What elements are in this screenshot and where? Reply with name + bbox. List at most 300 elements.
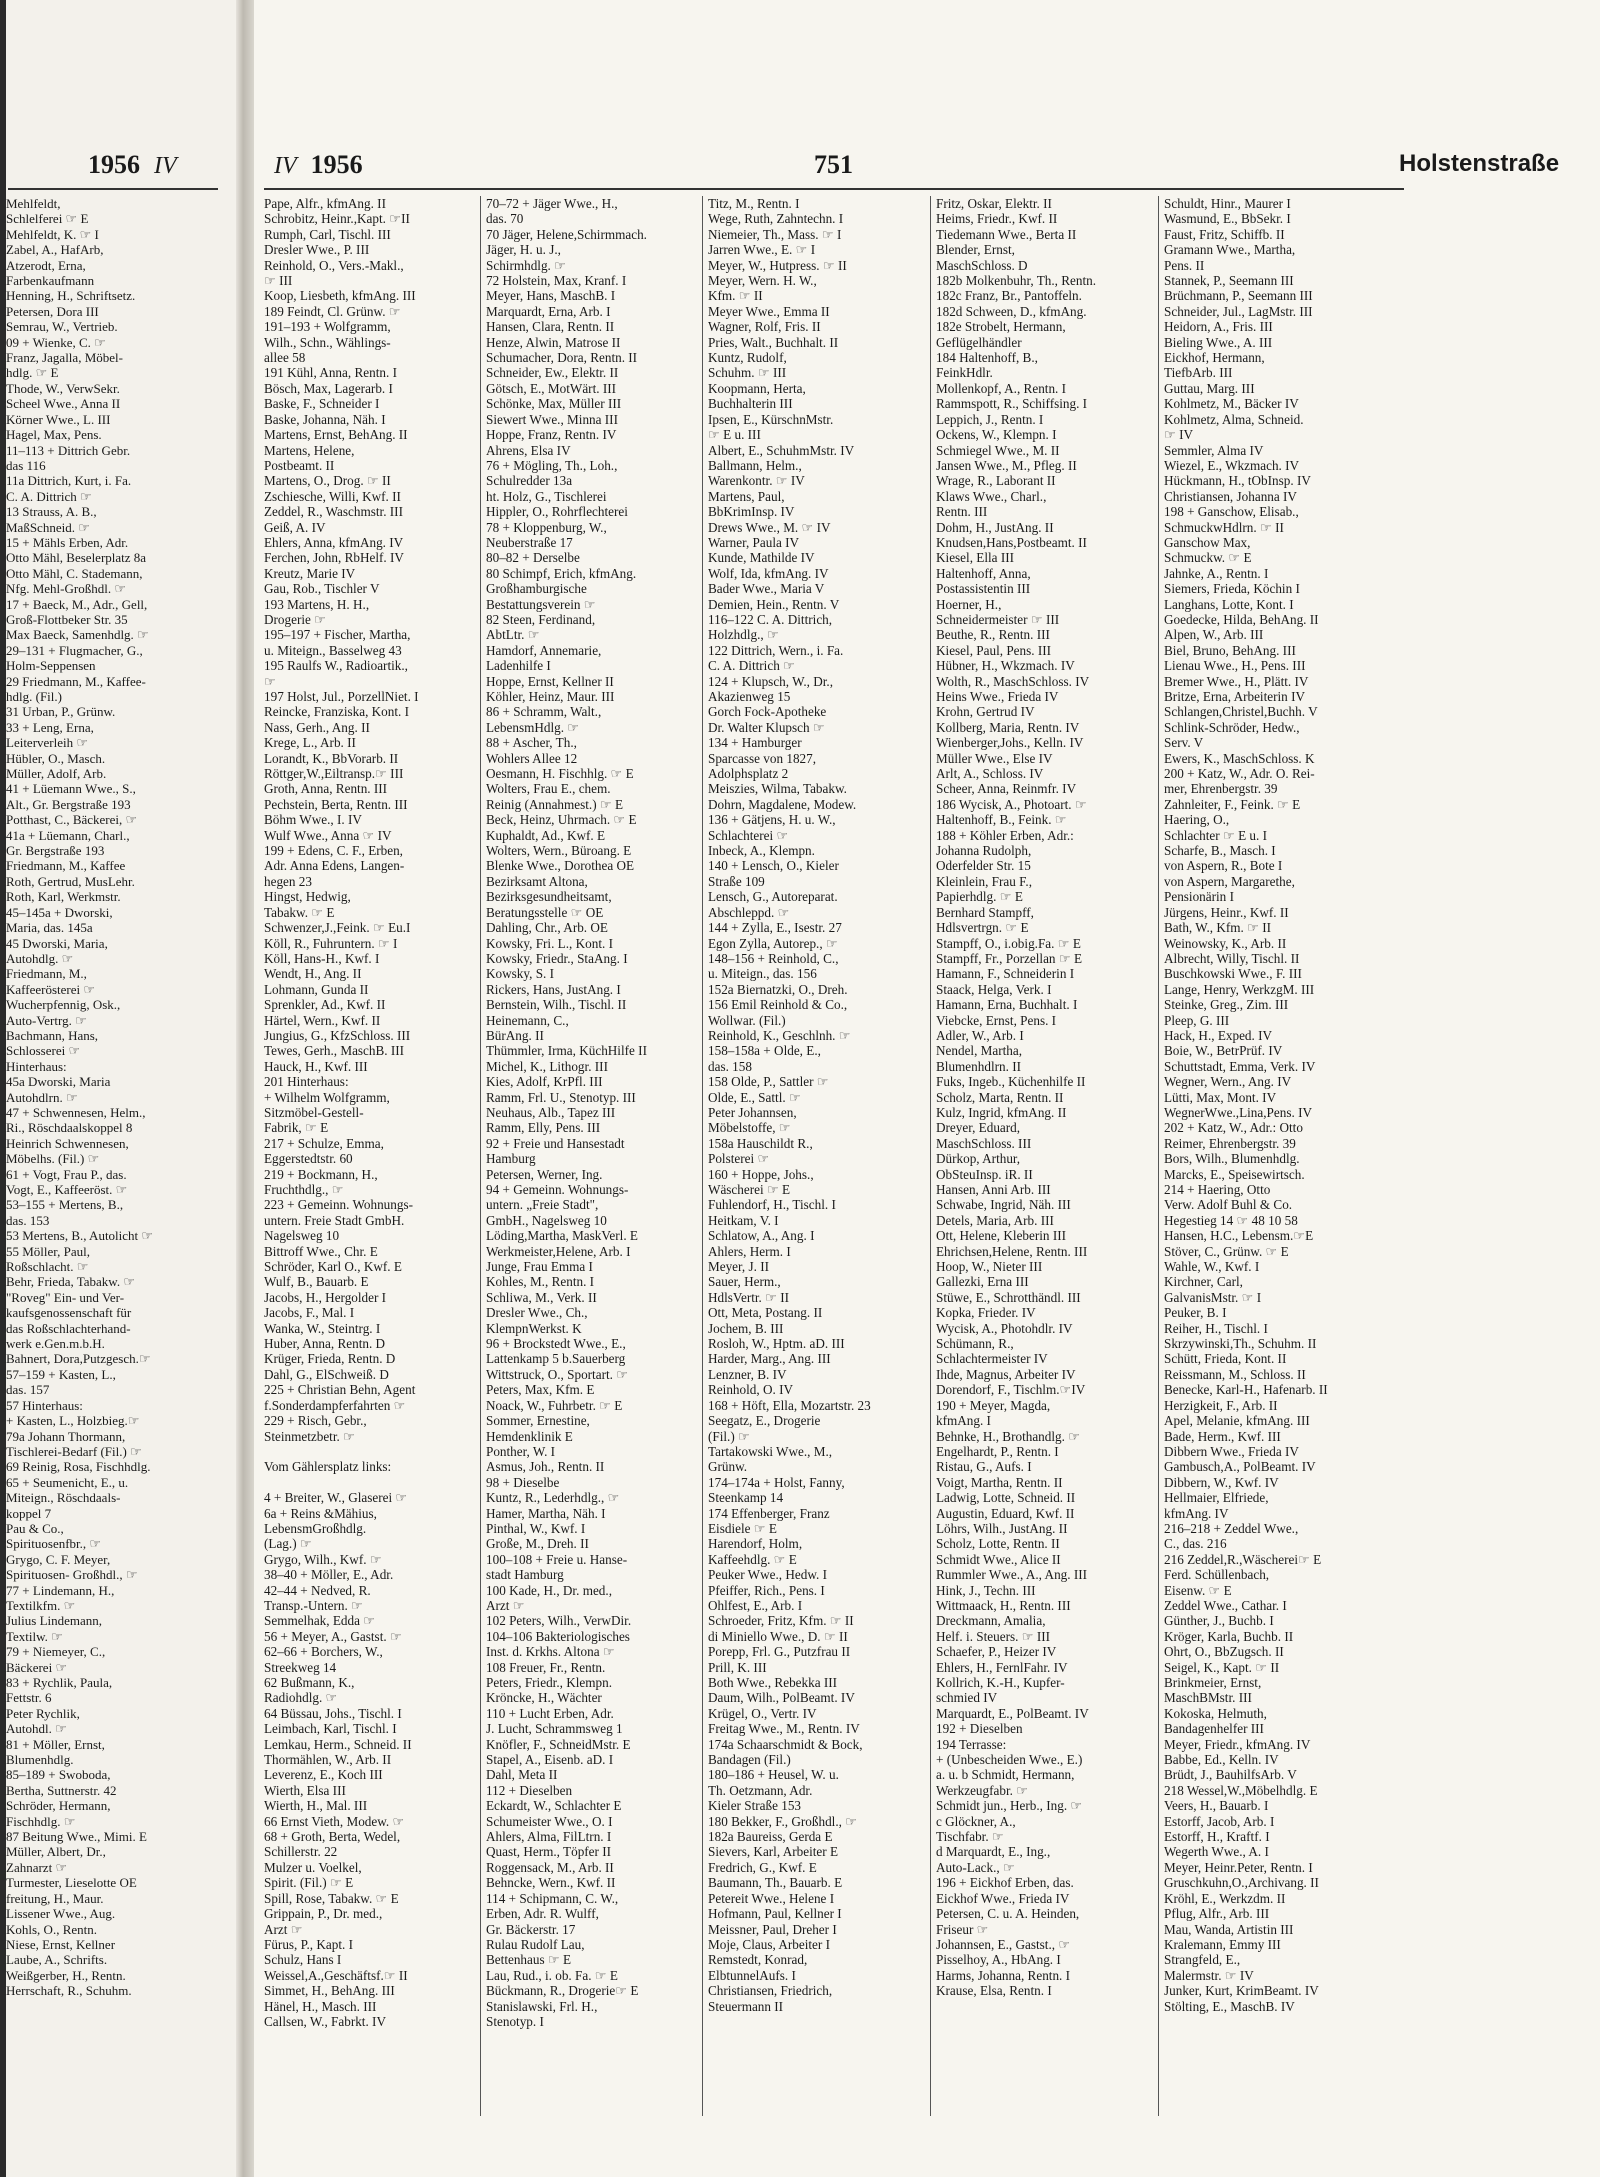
directory-entry: Veers, H., Bauarb. I bbox=[1164, 1798, 1269, 1814]
directory-entry: Stüwe, E., Schrotthändl. III bbox=[936, 1289, 1081, 1305]
directory-entry: Mollenkopf, A., Rentn. I bbox=[936, 380, 1067, 396]
directory-entry: Eggerstedtstr. 60 bbox=[264, 1151, 353, 1167]
directory-entry: a. u. b Schmidt, Hermann, bbox=[936, 1767, 1075, 1783]
directory-entry: Babbe, Ed., Kelln. IV bbox=[1164, 1752, 1279, 1768]
directory-entry: das. 158 bbox=[708, 1058, 752, 1074]
directory-entry: 180–186 + Heusel, W. u. bbox=[708, 1767, 839, 1783]
directory-entry: Hoppe, Ernst, Kellner II bbox=[486, 673, 614, 689]
directory-entry: Wittstruck, O., Sportart. ☞ bbox=[486, 1366, 629, 1382]
directory-entry: Callsen, W., Fabrkt. IV bbox=[264, 2013, 386, 2029]
directory-entry: Meiszies, Wilma, Tabakw. bbox=[708, 781, 847, 797]
left-header-year: 1956 bbox=[88, 150, 140, 179]
directory-entry: BürAng. II bbox=[486, 1027, 544, 1043]
directory-entry: Thümmler, Irma, KüchHilfe II bbox=[486, 1043, 647, 1059]
directory-entry: Schumacher, Dora, Rentn. II bbox=[486, 350, 638, 366]
directory-column-1 bbox=[264, 196, 476, 2146]
directory-entry: Stöver, C., Grünw. ☞ E bbox=[1164, 1243, 1289, 1259]
directory-entry: + (Unbescheiden Wwe., E.) bbox=[936, 1752, 1083, 1768]
directory-entry: Kohls, O., Rentn. bbox=[6, 1921, 97, 1937]
directory-entry: Spirit. (Fil.) ☞ E bbox=[264, 1875, 354, 1891]
directory-entry: Vom Gählersplatz links: bbox=[264, 1459, 392, 1475]
directory-entry: Inbeck, A., Klempn. bbox=[708, 843, 815, 859]
directory-entry: Fürus, P., Kapt. I bbox=[264, 1936, 354, 1952]
directory-entry: 86 + Schramm, Walt., bbox=[486, 704, 602, 720]
directory-entry: Scheel Wwe., Anna II bbox=[6, 396, 121, 412]
directory-entry: Apel, Melanie, kfmAng. III bbox=[1164, 1413, 1310, 1429]
directory-entry: 158 Olde, P., Sattler ☞ bbox=[708, 1074, 829, 1090]
directory-entry: Jansen Wwe., M., Pfleg. II bbox=[936, 457, 1077, 473]
directory-column-5 bbox=[1164, 196, 1390, 2146]
directory-entry: von Aspern, R., Bote I bbox=[1164, 858, 1283, 874]
directory-entry: Petersen, C. u. A. Heinden, bbox=[936, 1906, 1080, 1922]
directory-entry: 11–113 + Dittrich Gebr. bbox=[6, 442, 131, 458]
directory-entry: 182c Franz, Br., Pantoffeln. bbox=[936, 288, 1082, 304]
directory-entry: Hofmann, Paul, Kellner I bbox=[708, 1906, 842, 1922]
directory-entry: Eickhof Wwe., Frieda IV bbox=[936, 1890, 1070, 1906]
directory-entry: ☞ E u. III bbox=[708, 427, 761, 443]
directory-entry: Estorff, H., Kraftf. I bbox=[1164, 1829, 1270, 1845]
directory-entry: Ott, Helene, Kleberin III bbox=[936, 1228, 1066, 1244]
directory-entry: 29–131 + Flugmacher, G., bbox=[6, 642, 143, 658]
directory-entry: Krügel, O., Vertr. IV bbox=[708, 1705, 817, 1721]
directory-entry: Transp.-Untern. ☞ bbox=[264, 1597, 363, 1613]
directory-entry: Härtel, Wern., Kwf. II bbox=[264, 1012, 381, 1028]
directory-entry: Schneider, Ew., Elektr. II bbox=[486, 365, 619, 381]
directory-entry: Heidorn, A., Fris. III bbox=[1164, 319, 1273, 335]
directory-entry: Mulzer u. Voelkel, bbox=[264, 1859, 362, 1875]
directory-entry: Nendel, Martha, bbox=[936, 1043, 1023, 1059]
directory-entry: 92 + Freie und Hansestadt bbox=[486, 1135, 625, 1151]
directory-entry: Gambusch,A., PolBeamt. IV bbox=[1164, 1459, 1316, 1475]
directory-entry: Streekweg 14 bbox=[264, 1659, 337, 1675]
directory-entry: Pflug, Alfr., Arb. III bbox=[1164, 1906, 1270, 1922]
directory-entry: Wolf, Ida, kfmAng. IV bbox=[708, 565, 829, 581]
directory-entry: Ponther, W. I bbox=[486, 1443, 556, 1459]
directory-entry: Wycisk, A., Photohdlr. IV bbox=[936, 1320, 1073, 1336]
directory-entry: MaschSchloss. III bbox=[936, 1135, 1032, 1151]
left-page-column bbox=[6, 196, 228, 2146]
directory-entry: Lenzner, B. IV bbox=[708, 1366, 787, 1382]
directory-entry: Roßschlacht. ☞ bbox=[6, 1259, 89, 1275]
column-divider-3 bbox=[930, 196, 931, 2116]
directory-entry: Christiansen, Johanna IV bbox=[1164, 488, 1297, 504]
directory-entry: Schütt, Frieda, Kont. II bbox=[1164, 1351, 1287, 1367]
directory-column-4 bbox=[936, 196, 1154, 2146]
directory-entry: Kirchner, Carl, bbox=[1164, 1274, 1243, 1290]
directory-entry: 68 + Groth, Berta, Wedel, bbox=[264, 1829, 401, 1845]
directory-entry: 15 + Mähls Erben, Adr. bbox=[6, 534, 129, 550]
directory-entry: Dr. Walter Klupsch ☞ bbox=[708, 719, 825, 735]
directory-entry: Christiansen, Friedrich, bbox=[708, 1983, 833, 1999]
directory-entry: 57 Hinterhaus: bbox=[6, 1397, 83, 1413]
directory-entry: 217 + Schulze, Emma, bbox=[264, 1135, 384, 1151]
directory-entry: 168 + Höft, Ella, Mozartstr. 23 bbox=[708, 1397, 871, 1413]
directory-entry: Schulz, Hans I bbox=[264, 1952, 342, 1968]
directory-entry: Erben, Adr. R. Wulff, bbox=[486, 1906, 599, 1922]
directory-entry: Grippain, P., Dr. med., bbox=[264, 1906, 383, 1922]
directory-entry: Hamann, F., Schneiderin I bbox=[936, 966, 1075, 982]
directory-entry: Meyer, Hans, MaschB. I bbox=[486, 288, 616, 304]
directory-entry: Scheer, Anna, Reinmfr. IV bbox=[936, 781, 1077, 797]
directory-entry: Porepp, Frl. G., Putzfrau II bbox=[708, 1644, 851, 1660]
directory-entry: Kulz, Ingrid, kfmAng. II bbox=[936, 1104, 1067, 1120]
directory-entry: Schmiegel Wwe., M. II bbox=[936, 442, 1060, 458]
directory-entry: Wrage, R., Laborant II bbox=[936, 473, 1056, 489]
directory-entry: Strangfeld, E., bbox=[1164, 1952, 1241, 1968]
directory-entry: Skrzywinski,Th., Schuhm. II bbox=[1164, 1336, 1317, 1352]
directory-entry: Lohmann, Gunda II bbox=[264, 981, 369, 997]
directory-entry: Leppich, J., Rentn. I bbox=[936, 411, 1044, 427]
directory-entry: Kreutz, Marie IV bbox=[264, 565, 356, 581]
directory-entry: Mehlfeldt, bbox=[6, 196, 61, 211]
directory-entry: Hübler, O., Masch. bbox=[6, 750, 106, 766]
directory-entry: Hansen, H.C., Lebensm.☞E bbox=[1164, 1228, 1314, 1244]
directory-entry: Martens, Helene, bbox=[264, 442, 355, 458]
directory-entry: Drogerie ☞ bbox=[264, 611, 326, 627]
directory-entry: Lorandt, K., BbVorarb. II bbox=[264, 750, 399, 766]
directory-entry: Bernhard Stampff, bbox=[936, 904, 1034, 920]
directory-entry: Werkzeugfabr. ☞ bbox=[936, 1782, 1029, 1798]
directory-entry: Papierhdlg. ☞ E bbox=[936, 889, 1023, 905]
directory-entry: Lütti, Max, Mont. IV bbox=[1164, 1089, 1277, 1105]
directory-entry: Schumeister Wwe., O. I bbox=[486, 1813, 613, 1829]
directory-entry: Schlachterei ☞ bbox=[708, 827, 789, 843]
directory-entry: 80–82 + Derselbe bbox=[486, 550, 580, 566]
directory-entry: Semmelhak, Edda ☞ bbox=[264, 1613, 376, 1629]
directory-entry: Ganschow Max, bbox=[1164, 534, 1251, 550]
directory-entry: Jacobs, H., Hergolder I bbox=[264, 1289, 387, 1305]
directory-entry: Adr. Anna Edens, Langen- bbox=[264, 858, 405, 874]
directory-entry: kaufsgenossenschaft für bbox=[6, 1305, 132, 1321]
directory-entry: Steuermann II bbox=[708, 1998, 784, 2014]
directory-entry: Bestattungsverein ☞ bbox=[486, 596, 596, 612]
directory-entry: Kunde, Mathilde IV bbox=[708, 550, 815, 566]
directory-entry: Behncke, Wern., Kwf. II bbox=[486, 1875, 616, 1891]
directory-entry: Ferd. Schüllenbach, bbox=[1164, 1567, 1270, 1583]
directory-entry: Heinemann, C., bbox=[486, 1012, 569, 1028]
directory-entry: Sprenkler, Ad., Kwf. II bbox=[264, 997, 386, 1013]
directory-entry: Polsterei ☞ bbox=[708, 1151, 770, 1167]
directory-entry: Wulf, B., Bauarb. E bbox=[264, 1274, 369, 1290]
directory-entry: Friseur ☞ bbox=[936, 1921, 989, 1937]
directory-entry: Dohrn, Magdalene, Modew. bbox=[708, 796, 857, 812]
directory-entry: Demien, Hein., Rentn. V bbox=[708, 596, 840, 612]
directory-entry: Brüdt, J., BauhilfsArb. V bbox=[1164, 1767, 1297, 1783]
directory-entry: Rentn. III bbox=[936, 504, 988, 520]
directory-entry: Dohm, H., JustAng. II bbox=[936, 519, 1054, 535]
directory-entry: Buchhalterin III bbox=[708, 396, 793, 412]
directory-entry: Köll, Hans-H., Kwf. I bbox=[264, 950, 380, 966]
directory-entry: Kowsky, S. I bbox=[486, 966, 555, 982]
directory-entry: Benecke, Karl-H., Hafenarb. II bbox=[1164, 1382, 1328, 1398]
directory-entry: Lau, Rud., i. ob. Fa. ☞ E bbox=[486, 1967, 618, 1983]
directory-entry: Bückmann, R., Drogerie☞ E bbox=[486, 1983, 639, 1999]
directory-entry: Martens, O., Drog. ☞ II bbox=[264, 473, 391, 489]
directory-entry: Knudsen,Hans,Postbeamt. II bbox=[936, 534, 1087, 550]
directory-entry: Pau & Co., bbox=[6, 1520, 64, 1536]
directory-entry: Hänel, H., Masch. III bbox=[264, 1998, 377, 2014]
directory-entry: stadt Hamburg bbox=[486, 1567, 564, 1583]
directory-entry: Wege, Ruth, Zahntechn. I bbox=[708, 211, 844, 227]
directory-entry: Schliwa, M., Verk. II bbox=[486, 1289, 597, 1305]
directory-entry: Steinmetzbetr. ☞ bbox=[264, 1428, 355, 1444]
directory-entry: Wegerth Wwe., A. I bbox=[1164, 1844, 1269, 1860]
directory-entry: Goedecke, Hilda, BehAng. II bbox=[1164, 611, 1319, 627]
directory-entry: Wahle, W., Kwf. I bbox=[1164, 1259, 1260, 1275]
directory-entry: Ockens, W., Klempn. I bbox=[936, 427, 1057, 443]
directory-entry: 81 + Möller, Ernst, bbox=[6, 1736, 105, 1752]
directory-entry: Beck, Heinz, Uhrmach. ☞ E bbox=[486, 812, 637, 828]
directory-entry: Farbenkaufmann bbox=[6, 273, 95, 289]
directory-entry: Kaffeerösterei ☞ bbox=[6, 981, 96, 997]
directory-entry: di Miniello Wwe., D. ☞ II bbox=[708, 1628, 848, 1644]
directory-entry: 45–145a + Dworski, bbox=[6, 904, 113, 920]
directory-entry: Stannek, P., Seemann III bbox=[1164, 273, 1294, 289]
directory-entry: 82 Steen, Ferdinand, bbox=[486, 611, 596, 627]
directory-entry: Ehlers, H., FernlFahr. IV bbox=[936, 1659, 1068, 1675]
directory-entry: Ramm, Elly, Pens. III bbox=[486, 1120, 601, 1136]
directory-entry: Krause, Elsa, Rentn. I bbox=[936, 1983, 1052, 1999]
directory-entry: 174–174a + Holst, Fanny, bbox=[708, 1474, 845, 1490]
directory-entry: Arzt ☞ bbox=[264, 1921, 303, 1937]
directory-entry: Albrecht, Willy, Tischl. II bbox=[1164, 950, 1300, 966]
directory-entry: Bezirksgesundheitsamt, bbox=[486, 889, 612, 905]
directory-entry: Bettenhaus ☞ E bbox=[486, 1952, 572, 1968]
directory-entry: Gau, Rob., Tischler V bbox=[264, 581, 380, 597]
right-page-header-left bbox=[274, 150, 363, 180]
book-gutter bbox=[236, 0, 254, 2177]
directory-entry: BbKrimInsp. IV bbox=[708, 504, 795, 520]
directory-entry: Marcks, E., Speisewirtsch. bbox=[1164, 1166, 1305, 1182]
directory-entry: Gorch Fock-Apotheke bbox=[708, 704, 827, 720]
directory-entry: 124 + Klupsch, W., Dr., bbox=[708, 673, 834, 689]
directory-entry: KlempnWerkst. K bbox=[486, 1320, 582, 1336]
directory-entry: LebensmGroßhdlg. bbox=[264, 1520, 367, 1536]
directory-entry: Dahl, G., ElSchweiß. D bbox=[264, 1366, 389, 1382]
directory-entry: Tartakowski Wwe., M., bbox=[708, 1443, 833, 1459]
directory-entry: Schlachter ☞ E u. I bbox=[1164, 827, 1268, 843]
directory-entry: Scholz, Marta, Rentn. II bbox=[936, 1089, 1064, 1105]
directory-entry: Ferchen, John, RbHelf. IV bbox=[264, 550, 404, 566]
directory-entry: Bath, W., Kfm. ☞ II bbox=[1164, 920, 1272, 936]
directory-entry: Heims, Friedr., Kwf. II bbox=[936, 211, 1058, 227]
directory-entry: Schneider, Jul., LagMstr. III bbox=[1164, 303, 1313, 319]
directory-entry: Bader Wwe., Maria V bbox=[708, 581, 825, 597]
directory-entry: Boie, W., BetrPrüf. IV bbox=[1164, 1043, 1283, 1059]
directory-entry: Baumann, Th., Bauarb. E bbox=[708, 1875, 843, 1891]
directory-entry: 88 + Ascher, Th., bbox=[486, 735, 577, 751]
directory-entry: Semmler, Alma IV bbox=[1164, 442, 1264, 458]
directory-entry: Köll, R., Fuhruntern. ☞ I bbox=[264, 935, 398, 951]
directory-entry: 31 Urban, P., Grünw. bbox=[6, 704, 116, 720]
directory-entry: Reinhold, O. IV bbox=[708, 1382, 793, 1398]
directory-entry: ht. Holz, G., Tischlerei bbox=[486, 488, 607, 504]
directory-entry: Textilw. ☞ bbox=[6, 1628, 63, 1644]
directory-entry: 202 + Katz, W., Adr.: Otto bbox=[1164, 1120, 1303, 1136]
directory-entry: Bandagen (Fil.) bbox=[708, 1752, 791, 1768]
directory-entry: 122 Dittrich, Wern., i. Fa. bbox=[708, 642, 844, 658]
directory-entry: Schröder, Hermann, bbox=[6, 1798, 111, 1814]
directory-entry: Löhrs, Wilh., JustAng. II bbox=[936, 1520, 1068, 1536]
column-divider-1 bbox=[480, 196, 481, 2116]
directory-entry: 47 + Schwennesen, Helm., bbox=[6, 1104, 146, 1120]
directory-entry: 110 + Lucht Erben, Adr. bbox=[486, 1705, 614, 1721]
directory-entry: Titz, M., Rentn. I bbox=[708, 196, 800, 211]
directory-entry: Britze, Erna, Arbeiterin IV bbox=[1164, 689, 1305, 704]
directory-entry: Sauer, Herm., bbox=[708, 1274, 781, 1290]
directory-entry: Grygo, C. F. Meyer, bbox=[6, 1551, 111, 1567]
directory-entry: 61 + Vogt, Frau P., das. bbox=[6, 1166, 127, 1182]
directory-entry: 182b Molkenbuhr, Th., Rentn. bbox=[936, 273, 1097, 289]
directory-entry: Both Wwe., Rebekka III bbox=[708, 1675, 838, 1690]
directory-entry: 194 Terrasse: bbox=[936, 1736, 1007, 1752]
directory-entry: GalvanisMstr. ☞ I bbox=[1164, 1289, 1262, 1305]
directory-entry: C. A. Dittrich ☞ bbox=[6, 488, 92, 504]
directory-entry: Kralemann, Emmy III bbox=[1164, 1936, 1281, 1952]
directory-entry: Th. Oetzmann, Adr. bbox=[708, 1782, 813, 1798]
column-divider-4 bbox=[1158, 196, 1159, 2116]
directory-entry: Wolth, R., MaschSchloss. IV bbox=[936, 673, 1090, 689]
directory-entry: Wucherpfennig, Osk., bbox=[6, 997, 121, 1013]
directory-entry: Sievers, Karl, Arbeiter E bbox=[708, 1844, 839, 1860]
directory-entry: Viebcke, Ernst, Pens. I bbox=[936, 1012, 1057, 1028]
directory-entry: 108 Freuer, Fr., Rentn. bbox=[486, 1659, 606, 1675]
directory-entry: Wienberger,Johs., Kelln. IV bbox=[936, 735, 1084, 751]
directory-entry: Behnke, H., Brothandlg. ☞ bbox=[936, 1428, 1081, 1444]
directory-entry: Petereit Wwe., Helene I bbox=[708, 1890, 835, 1906]
directory-entry: Herzigkeit, F., Arb. II bbox=[1164, 1397, 1278, 1413]
directory-entry: Schröder, Karl O., Kwf. E bbox=[264, 1259, 402, 1275]
directory-entry: Köhler, Heinz, Maur. III bbox=[486, 689, 615, 704]
directory-entry: Tewes, Gerh., MaschB. III bbox=[264, 1043, 405, 1059]
directory-entry: 13 Strauss, A. B., bbox=[6, 504, 97, 520]
directory-entry: Junker, Kurt, KrimBeamt. IV bbox=[1164, 1983, 1319, 1999]
directory-entry: Marquardt, E., PolBeamt. IV bbox=[936, 1705, 1089, 1721]
street-name: Holstenstraße bbox=[1399, 150, 1560, 177]
directory-entry: Dahl, Meta II bbox=[486, 1767, 558, 1783]
directory-entry: Rumph, Carl, Tischl. III bbox=[264, 226, 391, 242]
directory-entry: Lattenkamp 5 b.Sauerberg bbox=[486, 1351, 626, 1367]
directory-entry: Hoerner, H., bbox=[936, 596, 1002, 612]
directory-entry: 100–108 + Freie u. Hanse- bbox=[486, 1551, 628, 1567]
directory-entry: 144 + Zylla, E., Isestr. 27 bbox=[708, 920, 842, 936]
directory-entry: 197 Holst, Jul., PorzellNiet. I bbox=[264, 689, 419, 704]
directory-entry: Drews Wwe., M. ☞ IV bbox=[708, 519, 831, 535]
directory-entry: 78 + Kloppenburg, W., bbox=[486, 519, 607, 535]
directory-entry: Schneidermeister ☞ III bbox=[936, 611, 1060, 627]
directory-entry: Estorff, Jacob, Arb. I bbox=[1164, 1813, 1275, 1829]
directory-entry: Oderfelder Str. 15 bbox=[936, 858, 1031, 874]
directory-entry: Beratungsstelle ☞ OE bbox=[486, 904, 604, 920]
directory-entry: Schmuckw. ☞ E bbox=[1164, 550, 1252, 566]
directory-entry: das. 70 bbox=[486, 211, 524, 227]
directory-entry: Noack, W., Fuhrbetr. ☞ E bbox=[486, 1397, 623, 1413]
directory-entry: Löding,Martha, MaskVerl. E bbox=[486, 1228, 638, 1244]
directory-entry: GmbH., Nagelsweg 10 bbox=[486, 1212, 607, 1228]
directory-entry: 96 + Brockstedt Wwe., E., bbox=[486, 1336, 626, 1352]
directory-entry: 182a Baureiss, Gerda E bbox=[708, 1829, 833, 1845]
directory-entry: 191–193 + Wolfgramm, bbox=[264, 319, 391, 335]
directory-entry: Hippler, O., Rohrflechterei bbox=[486, 504, 628, 520]
column-divider-2 bbox=[702, 196, 703, 2116]
directory-entry: Remstedt, Konrad, bbox=[708, 1952, 808, 1968]
directory-entry: 17 + Baeck, M., Adr., Gell, bbox=[6, 596, 148, 612]
directory-entry: Bösch, Max, Lagerarb. I bbox=[264, 380, 393, 396]
directory-entry: 219 + Bockmann, H., bbox=[264, 1166, 378, 1182]
directory-entry: Quast, Herm., Töpfer II bbox=[486, 1844, 611, 1860]
directory-entry: C. A. Dittrich ☞ bbox=[708, 658, 795, 674]
directory-entry: 192 + Dieselben bbox=[936, 1721, 1023, 1737]
directory-entry: Harendorf, Holm, bbox=[708, 1536, 803, 1552]
directory-entry: Hansen, Anni Arb. III bbox=[936, 1182, 1051, 1197]
directory-entry: Hamdorf, Annemarie, bbox=[486, 642, 602, 658]
directory-entry: Peuker Wwe., Hedw. I bbox=[708, 1567, 828, 1583]
directory-entry: d Marquardt, E., Ing., bbox=[936, 1844, 1051, 1860]
directory-entry: Laube, A., Schrifts. bbox=[6, 1952, 108, 1968]
directory-entry: 69 Reinig, Rosa, Fischhdlg. bbox=[6, 1459, 151, 1475]
directory-entry: Ihde, Magnus, Arbeiter IV bbox=[936, 1366, 1076, 1382]
directory-entry: Asmus, Joh., Rentn. II bbox=[486, 1459, 605, 1475]
directory-entry: J. Lucht, Schrammsweg 1 bbox=[486, 1721, 623, 1737]
directory-entry: Schuldt, Hinr., Maurer I bbox=[1164, 196, 1291, 211]
directory-entry: Schlelferei ☞ E bbox=[6, 211, 89, 227]
directory-entry: Kies, Adolf, KrPfl. III bbox=[486, 1074, 603, 1090]
directory-entry: Hegestieg 14 ☞ 48 10 58 bbox=[1164, 1212, 1298, 1228]
directory-entry: 191 Kühl, Anna, Rentn. I bbox=[264, 365, 397, 381]
directory-entry: Freitag Wwe., M., Rentn. IV bbox=[708, 1721, 860, 1737]
directory-entry: werk e.Gen.m.b.H. bbox=[6, 1336, 105, 1352]
directory-entry: Arzt ☞ bbox=[486, 1597, 525, 1613]
directory-entry: 174a Schaarschmidt & Bock, bbox=[708, 1736, 863, 1752]
directory-entry: 180 Bekker, F., Großhdl., ☞ bbox=[708, 1813, 858, 1829]
directory-entry: Schwabe, Ingrid, Näh. III bbox=[936, 1197, 1071, 1213]
directory-entry: Harder, Marg., Ang. III bbox=[708, 1351, 831, 1367]
directory-entry: Schlachtermeister IV bbox=[936, 1351, 1048, 1367]
directory-entry: Wohlers Allee 12 bbox=[486, 750, 578, 766]
directory-entry: 11a Dittrich, Kurt, i. Fa. bbox=[6, 473, 132, 489]
directory-entry: Bezirksamt Altona, bbox=[486, 873, 588, 889]
directory-entry: Inst. d. Krkhs. Altona ☞ bbox=[486, 1644, 615, 1660]
directory-entry: kfmAng. I bbox=[936, 1413, 991, 1429]
directory-entry: 79 + Niemeyer, C., bbox=[6, 1644, 106, 1660]
directory-entry: SchmuckwHdlrn. ☞ II bbox=[1164, 519, 1284, 535]
directory-entry: Leverenz, E., Koch III bbox=[264, 1767, 383, 1783]
directory-entry: Kuphaldt, Ad., Kwf. E bbox=[486, 827, 606, 843]
directory-entry: 4 + Breiter, W., Glaserei ☞ bbox=[264, 1490, 408, 1506]
directory-entry: Dreckmann, Amalia, bbox=[936, 1613, 1046, 1629]
directory-entry: Heinrich Schwennesen, bbox=[6, 1135, 129, 1151]
directory-entry: 112 + Dieselben bbox=[486, 1782, 573, 1798]
directory-entry: Malermstr. ☞ IV bbox=[1164, 1967, 1254, 1983]
directory-entry: 223 + Gemeinn. Wohnungs- bbox=[264, 1197, 413, 1213]
directory-entry: allee 58 bbox=[264, 350, 306, 366]
directory-entry: Blumenhdlrn. II bbox=[936, 1058, 1021, 1074]
directory-entry: Verw. Adolf Buhl & Co. bbox=[1164, 1197, 1293, 1213]
directory-entry: Schuttstadt, Emma, Verk. IV bbox=[1164, 1058, 1316, 1074]
directory-entry: Weißgerber, H., Rentn. bbox=[6, 1967, 126, 1983]
directory-entry: 42–44 + Nedved, R. bbox=[264, 1582, 371, 1598]
directory-entry: MaschSchloss. D bbox=[936, 257, 1028, 273]
directory-entry: ElbtunnelAufs. I bbox=[708, 1967, 796, 1983]
directory-entry: Heins Wwe., Frieda IV bbox=[936, 689, 1059, 704]
directory-entry: Hagel, Max, Pens. bbox=[6, 427, 102, 443]
directory-entry: Weissel,A.,Geschäftsf.☞ II bbox=[264, 1967, 408, 1983]
directory-entry: Ahlers, Herm. I bbox=[708, 1243, 791, 1259]
directory-entry: Jäger, H. u. J., bbox=[486, 242, 561, 258]
directory-entry: Großhamburgische bbox=[486, 581, 587, 597]
directory-entry: Böhm Wwe., I. IV bbox=[264, 812, 362, 828]
directory-entry: 186 Wycisk, A., Photoart. ☞ bbox=[936, 796, 1087, 812]
